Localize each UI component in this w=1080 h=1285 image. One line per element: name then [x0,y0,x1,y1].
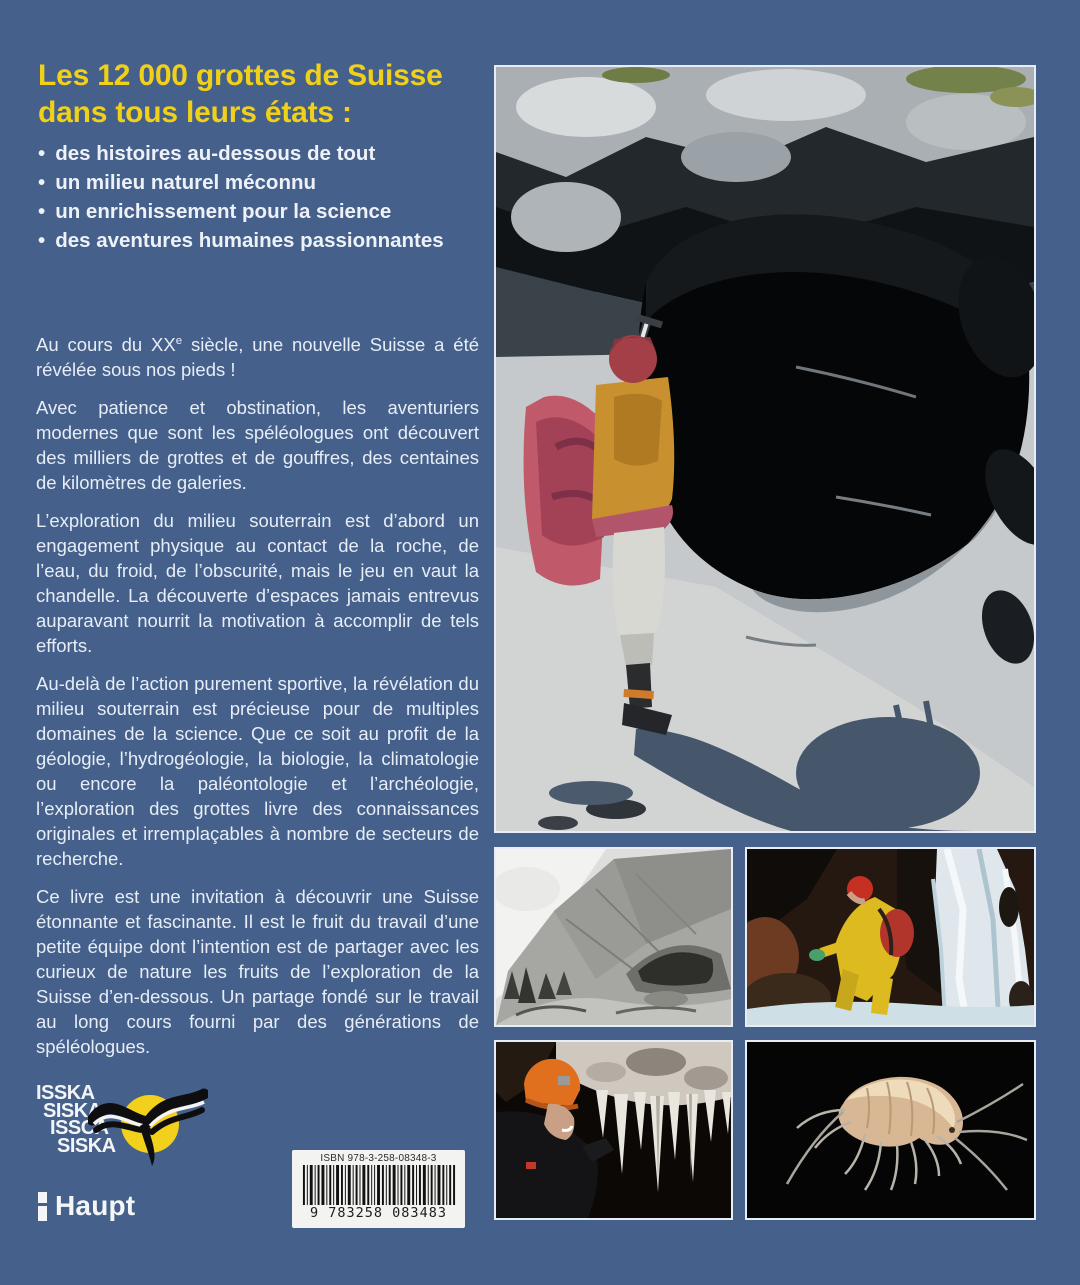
highlight-item-text: des histoires au-dessous de tout [55,142,376,165]
ean-digits: 9 783258 083483 [310,1205,447,1221]
institute-logo-icon [88,1078,208,1168]
back-cover-text [36,329,479,1072]
highlight-item [38,197,488,226]
highlight-list [38,139,488,255]
highlight-item-text: des aventures humaines passionnantes [55,229,444,252]
institute-acronym: ISSKA [36,1082,95,1104]
barcode-bars [301,1165,457,1205]
photo-historic-engraving [494,847,733,1027]
waterfall-illustration [747,849,1034,1025]
sun-bird-icon [88,1078,208,1168]
photo-cave-amphipod [745,1040,1036,1220]
paragraph-5: Ce livre est une invitation à découvrir une Suisse étonnante et fascinante. Il est le fruit du travail d’une petite équipe dont l’intention est de partager avec les curieux de nature les fruits de l’exploration de la Suisse d’en-dessous. Un partage fondé sur le travail au long cours fourni par des générations de spéléologues. [36,886,479,1058]
paragraph-1-post: siècle, une nouvelle Suisse a été révélée sous nos pieds ! [36,334,479,381]
cover-title-line1: Les 12 000 grottes de Suisse [38,59,443,92]
paragraph-4: Au-delà de l’action purement sportive, la révélation du milieu souterrain est précieuse pour de multiples domaines de la science. Que ce soit au profit de la géologie, l’hydrogéologie, la biologie, la climatologie ou encore la paléontologie et l’archéologie, l’exploration des grottes livre des connaissances originales et irremplaçables à nombre de secteurs de recherche. [36,673,479,870]
publisher-mark-icon [38,1192,47,1221]
cover-title-line2: dans tous leurs états : [38,96,352,129]
paragraph-1-pre: Au cours du XX [36,334,176,356]
highlight-item [38,168,488,197]
engraving-illustration [496,849,731,1025]
main-photo-cave-shaft [494,65,1036,833]
institute-acronym: SISKA [57,1134,116,1157]
institute-acronym: ISSCA [50,1117,109,1139]
main-photo-illustration [496,67,1034,831]
highlight-item-text: un milieu naturel méconnu [55,171,317,194]
highlight-item-text: un enrichissement pour la science [55,200,392,223]
isbn-barcode [292,1150,465,1228]
paragraph-1 [36,329,479,382]
paragraph-1-sup: e [175,335,183,347]
isbn-text: ISBN 978-3-258-08348-3 [320,1153,437,1164]
cover-title [38,57,488,131]
paragraph-3: L’exploration du milieu souterrain est d’abord un engagement physique au contact de la roche, de l’eau, du froid, de l’obscurité, mais le jeu en vaut la chandelle. La découverte d’espaces jamais entrevus auparavant nourrit la motivation à accomplir de tels efforts. [36,510,479,657]
institute-acronym: SISKA [43,1099,102,1122]
paragraph-2: Avec patience et obstination, les aventuriers modernes que sont les spéléologues ont découvert des milliers de grottes et de gouffres, des centaines de kilomètres de galeries. [36,397,479,494]
ice-cave-illustration [496,1042,731,1218]
publisher-logo [38,1190,135,1222]
highlight-item [38,139,488,168]
amphipod-illustration [747,1042,1034,1218]
highlight-item [38,226,488,255]
publisher-name: Haupt [55,1190,136,1221]
photo-ice-cave-caver [494,1040,733,1220]
photo-waterfall-caver [745,847,1036,1027]
